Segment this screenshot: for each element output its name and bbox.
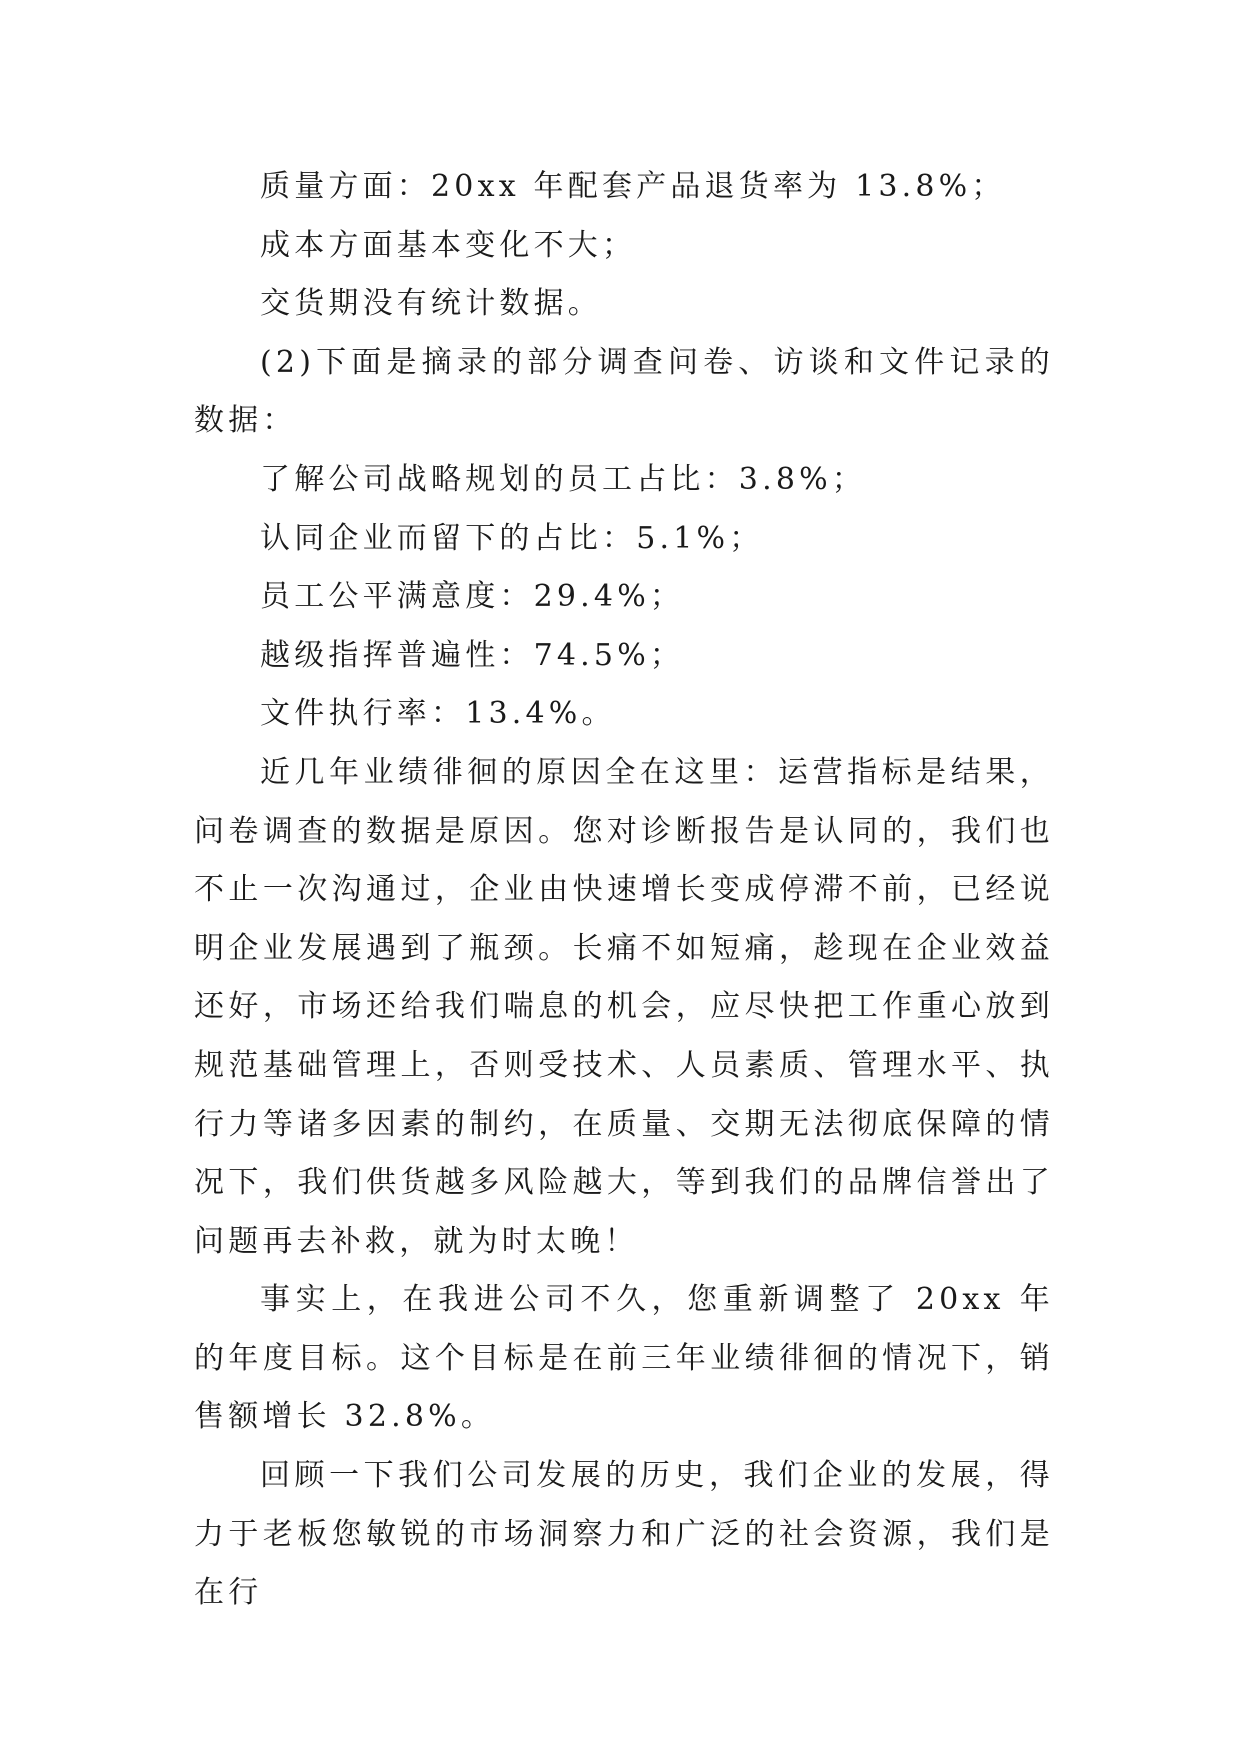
paragraph-fairness: 员工公平满意度：29.4%；: [260, 579, 685, 615]
paragraph-overstep-command: 越级指挥普遍性：74.5%；: [260, 637, 685, 673]
paragraph-survey-intro: (2)下面是摘录的部分调查问卷、访谈和文件记录的数据：: [194, 344, 1054, 439]
paragraph-execution-rate: 文件执行率：13.4%。: [260, 696, 616, 732]
paragraph-analysis: 近几年业绩徘徊的原因全在这里：运营指标是结果，问卷调查的数据是原因。您对诊断报告是认同的，我们也不止一次沟通过，企业由快速增长变成停滞不前，已经说明企业发展遇到了瓶颈。长痛不如短痛，趁现在企业效益还好，市场还给我们喘息的机会，应尽快把工作重心放到规范基础管理上，否则受技术、人员素质、管理水平、执行力等诸多因素的制约，在质量、交期无法彻底保障的情况下，我们供货越多风险越大，等到我们的品牌信誉出了问题再去补救，就为时太晚！: [194, 754, 1054, 1259]
paragraph-quality: 质量方面：20xx 年配套产品退货率为 13.8%；: [260, 169, 1006, 204]
paragraph-delivery: 交货期没有统计数据。: [260, 286, 602, 322]
paragraph-annual-target: 事实上，在我进公司不久，您重新调整了 20xx 年的年度目标。这个目标是在前三年业绩徘徊的情况下，销售额增长 32.8%。: [194, 1282, 1054, 1435]
paragraph-strategy-awareness: 了解公司战略规划的员工占比：3.8%；: [260, 461, 867, 497]
document-body: [194, 158, 1054, 1623]
paragraph-retention: 认同企业而留下的占比：5.1%；: [260, 520, 764, 556]
paragraph-history: 回顾一下我们公司发展的历史，我们企业的发展，得力于老板您敏锐的市场洞察力和广泛的社会资源，我们是在行: [194, 1458, 1054, 1611]
paragraph-cost: 成本方面基本变化不大；: [260, 227, 637, 263]
